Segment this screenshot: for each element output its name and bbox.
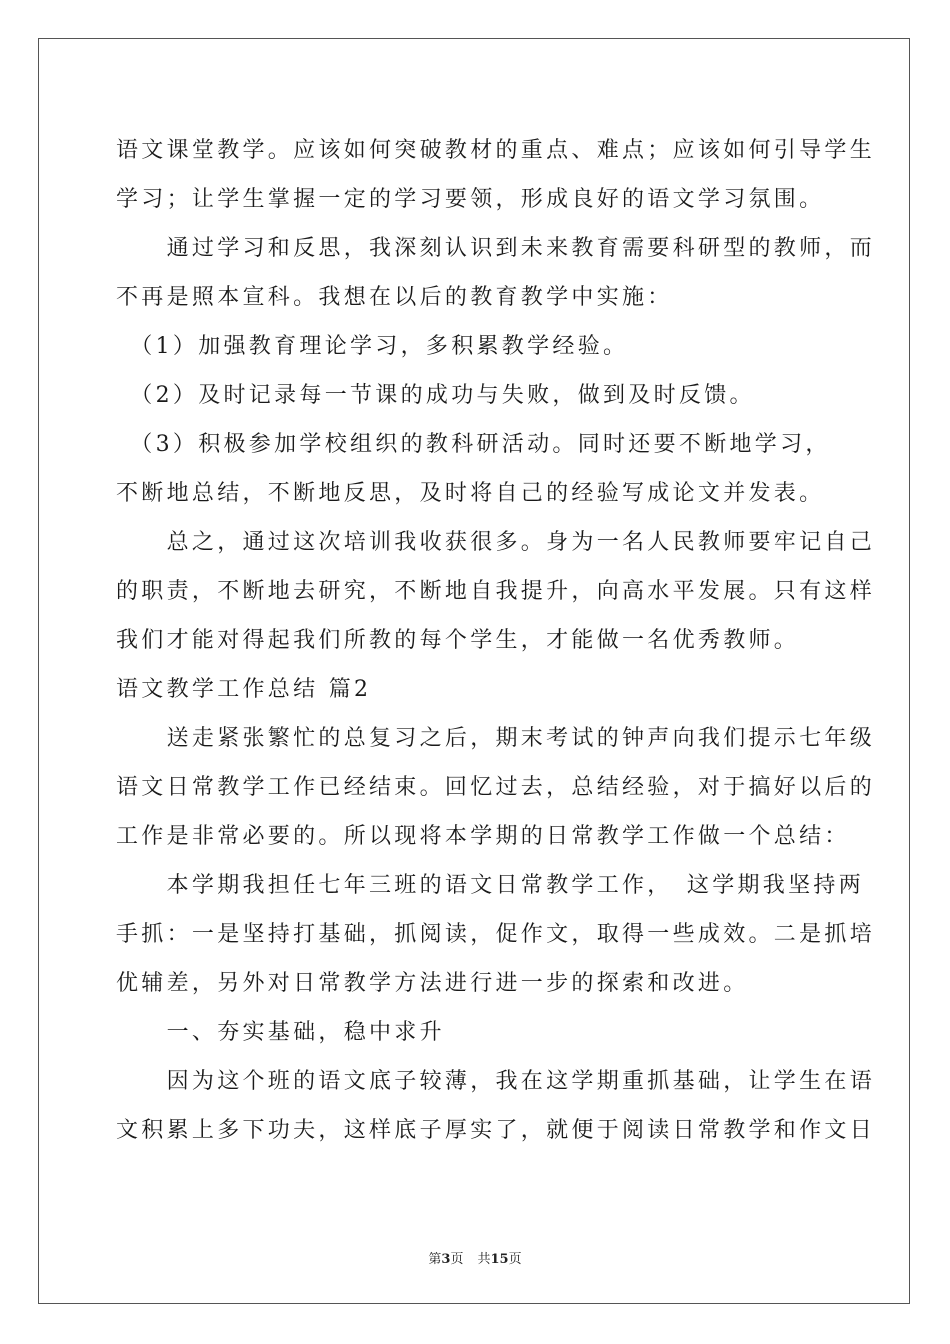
text-line: （1）加强教育理论学习，多积累教学经验。: [116, 334, 629, 359]
text-line: 不断地总结，不断地反思，及时将自己的经验写成论文并发表。: [116, 481, 825, 506]
page-suffix: 页: [450, 1252, 464, 1267]
page-prefix: 第: [428, 1252, 442, 1267]
subsection-heading: 一、夯实基础，稳中求升: [116, 1020, 445, 1045]
total-page-count: 15: [490, 1252, 509, 1267]
text-line: 不再是照本宣科。我想在以后的教育教学中实施：: [116, 285, 673, 310]
text-line: 送走紧张繁忙的总复习之后，期末考试的钟声向我们提示七年级: [116, 726, 876, 751]
text-line: 的职责，不断地去研究，不断地自我提升，向高水平发展。只有这样: [116, 579, 876, 604]
text-line: 本学期我担任七年三班的语文日常教学工作， 这学期我坚持两: [116, 873, 865, 898]
text-line: （2）及时记录每一节课的成功与失败，做到及时反馈。: [116, 383, 755, 408]
text-line: 学习；让学生掌握一定的学习要领，形成良好的语文学习氛围。: [116, 187, 825, 212]
text-line: 文积累上多下功夫，这样底子厚实了，就便于阅读日常教学和作文日: [116, 1118, 876, 1143]
text-line: 语文日常教学工作已经结束。回忆过去，总结经验，对于搞好以后的: [116, 775, 876, 800]
text-line: 总之，通过这次培训我收获很多。身为一名人民教师要牢记自己: [116, 530, 876, 555]
text-line: 语文课堂教学。应该如何突破教材的重点、难点；应该如何引导学生: [116, 138, 876, 163]
text-line: 通过学习和反思，我深刻认识到未来教育需要科研型的教师，而: [116, 236, 876, 261]
current-page-number: 3: [441, 1252, 451, 1267]
text-line: 因为这个班的语文底子较薄，我在这学期重抓基础，让学生在语: [116, 1069, 876, 1094]
total-suffix: 页: [508, 1252, 522, 1267]
text-line: 手抓：一是坚持打基础，抓阅读，促作文，取得一些成效。二是抓培: [116, 922, 876, 947]
document-body: [116, 126, 876, 1155]
text-line: 工作是非常必要的。所以现将本学期的日常教学工作做一个总结：: [116, 824, 850, 849]
text-line: （3）积极参加学校组织的教科研活动。同时还要不断地学习，: [116, 432, 831, 457]
text-line: 优辅差，另外对日常教学方法进行进一步的探索和改进。: [116, 971, 749, 996]
section-heading: 语文教学工作总结 篇2: [116, 677, 372, 702]
page-footer: [0, 1248, 950, 1267]
text-line: 我们才能对得起我们所教的每个学生，才能做一名优秀教师。: [116, 628, 800, 653]
total-prefix: 共: [477, 1252, 491, 1267]
